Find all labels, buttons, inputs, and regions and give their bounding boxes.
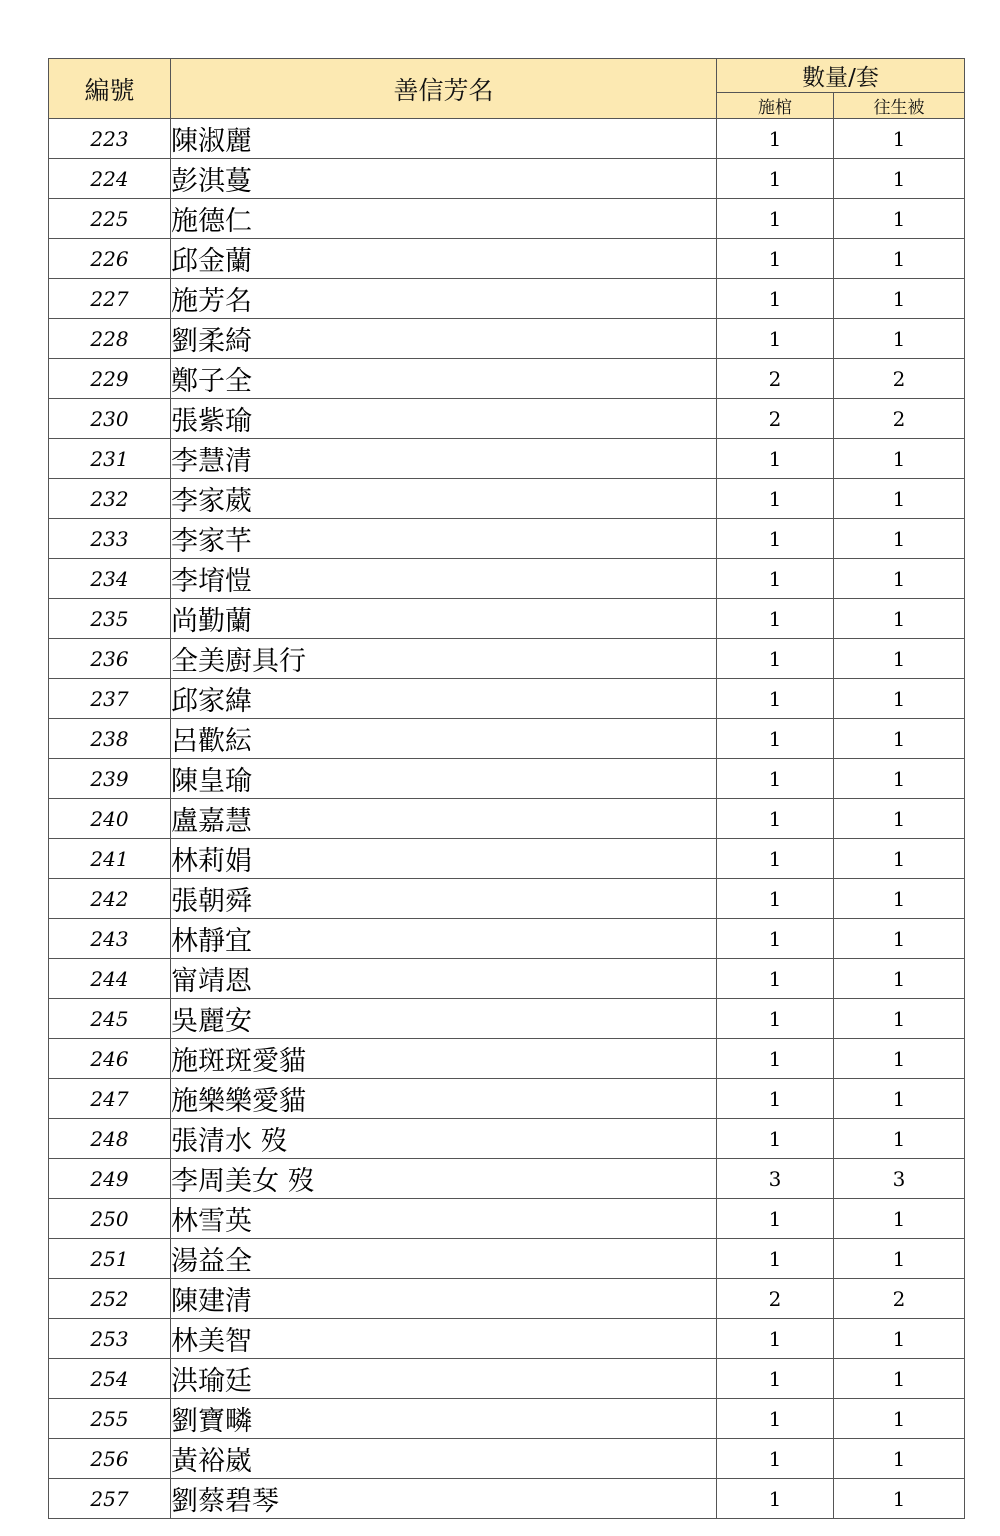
coffin-qty-cell: 1	[717, 959, 834, 999]
coffin-qty-cell: 1	[717, 319, 834, 359]
quilt-qty-cell: 1	[834, 959, 965, 999]
table-row	[49, 1439, 965, 1479]
table-row	[49, 559, 965, 599]
coffin-qty-cell: 1	[717, 1319, 834, 1359]
table-row	[49, 999, 965, 1039]
id-cell: 244	[49, 959, 171, 999]
name-cell: 黃裕崴	[171, 1439, 717, 1479]
name-cell: 李慧清	[171, 439, 717, 479]
table-row	[49, 159, 965, 199]
table-row	[49, 1479, 965, 1519]
coffin-qty-cell: 2	[717, 1279, 834, 1319]
quilt-qty-cell: 1	[834, 679, 965, 719]
quilt-qty-cell: 1	[834, 479, 965, 519]
table-row	[49, 1239, 965, 1279]
id-cell: 224	[49, 159, 171, 199]
coffin-qty-cell: 1	[717, 599, 834, 639]
quilt-qty-cell: 1	[834, 559, 965, 599]
name-cell: 施樂樂愛貓	[171, 1079, 717, 1119]
id-cell: 225	[49, 199, 171, 239]
name-cell: 陳淑麗	[171, 119, 717, 159]
quilt-qty-cell: 1	[834, 119, 965, 159]
coffin-qty-cell: 1	[717, 1239, 834, 1279]
id-cell: 245	[49, 999, 171, 1039]
quilt-qty-cell: 1	[834, 599, 965, 639]
quilt-qty-cell: 1	[834, 1079, 965, 1119]
quilt-qty-cell: 1	[834, 439, 965, 479]
id-cell: 236	[49, 639, 171, 679]
id-cell: 235	[49, 599, 171, 639]
name-cell: 鄭子全	[171, 359, 717, 399]
table-row	[49, 1319, 965, 1359]
coffin-qty-cell: 1	[717, 1079, 834, 1119]
id-cell: 252	[49, 1279, 171, 1319]
name-cell: 施斑斑愛貓	[171, 1039, 717, 1079]
coffin-qty-cell: 1	[717, 199, 834, 239]
coffin-qty-cell: 2	[717, 399, 834, 439]
quilt-qty-cell: 1	[834, 1199, 965, 1239]
name-cell: 張紫瑜	[171, 399, 717, 439]
quilt-qty-cell: 1	[834, 839, 965, 879]
name-cell: 全美廚具行	[171, 639, 717, 679]
quilt-qty-cell: 1	[834, 1439, 965, 1479]
name-cell: 陳建清	[171, 1279, 717, 1319]
coffin-qty-cell: 1	[717, 119, 834, 159]
id-cell: 253	[49, 1319, 171, 1359]
id-cell: 234	[49, 559, 171, 599]
id-cell: 243	[49, 919, 171, 959]
id-cell: 251	[49, 1239, 171, 1279]
table-row	[49, 479, 965, 519]
quilt-qty-cell: 2	[834, 359, 965, 399]
id-cell: 229	[49, 359, 171, 399]
table-row	[49, 1119, 965, 1159]
table-row	[49, 1399, 965, 1439]
table-row	[49, 679, 965, 719]
quilt-qty-cell: 1	[834, 1039, 965, 1079]
name-cell: 盧嘉慧	[171, 799, 717, 839]
table-row	[49, 199, 965, 239]
coffin-qty-cell: 1	[717, 1399, 834, 1439]
table-row	[49, 1079, 965, 1119]
table-row	[49, 639, 965, 679]
coffin-qty-cell: 3	[717, 1159, 834, 1199]
name-cell: 呂歡紜	[171, 719, 717, 759]
id-cell: 231	[49, 439, 171, 479]
coffin-qty-cell: 1	[717, 1199, 834, 1239]
table-row	[49, 879, 965, 919]
quilt-qty-cell: 1	[834, 1319, 965, 1359]
coffin-qty-cell: 1	[717, 1479, 834, 1519]
quilt-qty-cell: 1	[834, 239, 965, 279]
name-cell: 劉蔡碧琴	[171, 1479, 717, 1519]
name-cell: 劉寶疄	[171, 1399, 717, 1439]
id-cell: 227	[49, 279, 171, 319]
coffin-qty-cell: 1	[717, 519, 834, 559]
name-cell: 林雪英	[171, 1199, 717, 1239]
coffin-qty-cell: 1	[717, 1119, 834, 1159]
name-cell: 劉柔綺	[171, 319, 717, 359]
header-quilt: 往生被	[834, 93, 965, 119]
quilt-qty-cell: 1	[834, 519, 965, 559]
id-cell: 248	[49, 1119, 171, 1159]
id-cell: 230	[49, 399, 171, 439]
quilt-qty-cell: 2	[834, 399, 965, 439]
name-cell: 林莉娟	[171, 839, 717, 879]
quilt-qty-cell: 1	[834, 799, 965, 839]
quilt-qty-cell: 1	[834, 159, 965, 199]
header-id: 編號	[49, 59, 171, 119]
table-row	[49, 799, 965, 839]
name-cell: 施德仁	[171, 199, 717, 239]
id-cell: 256	[49, 1439, 171, 1479]
coffin-qty-cell: 1	[717, 679, 834, 719]
table-row	[49, 959, 965, 999]
name-cell: 李家芊	[171, 519, 717, 559]
quilt-qty-cell: 1	[834, 1399, 965, 1439]
id-cell: 240	[49, 799, 171, 839]
name-cell: 湯益全	[171, 1239, 717, 1279]
coffin-qty-cell: 1	[717, 919, 834, 959]
quilt-qty-cell: 1	[834, 1239, 965, 1279]
coffin-qty-cell: 1	[717, 279, 834, 319]
table-row	[49, 839, 965, 879]
table-row	[49, 519, 965, 559]
table-row	[49, 1039, 965, 1079]
coffin-qty-cell: 1	[717, 479, 834, 519]
coffin-qty-cell: 1	[717, 759, 834, 799]
name-cell: 甯靖恩	[171, 959, 717, 999]
quilt-qty-cell: 1	[834, 719, 965, 759]
quilt-qty-cell: 1	[834, 279, 965, 319]
coffin-qty-cell: 1	[717, 159, 834, 199]
table-row	[49, 1359, 965, 1399]
id-cell: 233	[49, 519, 171, 559]
coffin-qty-cell: 1	[717, 559, 834, 599]
quilt-qty-cell: 1	[834, 319, 965, 359]
name-cell: 林美智	[171, 1319, 717, 1359]
quilt-qty-cell: 1	[834, 1479, 965, 1519]
coffin-qty-cell: 1	[717, 1039, 834, 1079]
id-cell: 247	[49, 1079, 171, 1119]
table-row	[49, 759, 965, 799]
id-cell: 249	[49, 1159, 171, 1199]
quilt-qty-cell: 1	[834, 1359, 965, 1399]
quilt-qty-cell: 1	[834, 879, 965, 919]
table-row	[49, 1279, 965, 1319]
quilt-qty-cell: 1	[834, 199, 965, 239]
id-cell: 237	[49, 679, 171, 719]
id-cell: 242	[49, 879, 171, 919]
coffin-qty-cell: 1	[717, 719, 834, 759]
id-cell: 255	[49, 1399, 171, 1439]
table-row	[49, 1159, 965, 1199]
name-cell: 陳皇瑜	[171, 759, 717, 799]
header-name: 善信芳名	[171, 59, 717, 119]
quilt-qty-cell: 1	[834, 919, 965, 959]
name-cell: 尚勤蘭	[171, 599, 717, 639]
table-row	[49, 319, 965, 359]
table-row	[49, 399, 965, 439]
table-row	[49, 359, 965, 399]
name-cell: 施芳名	[171, 279, 717, 319]
table-row	[49, 279, 965, 319]
id-cell: 239	[49, 759, 171, 799]
id-cell: 238	[49, 719, 171, 759]
name-cell: 吳麗安	[171, 999, 717, 1039]
coffin-qty-cell: 1	[717, 639, 834, 679]
quilt-qty-cell: 1	[834, 759, 965, 799]
quilt-qty-cell: 3	[834, 1159, 965, 1199]
id-cell: 250	[49, 1199, 171, 1239]
coffin-qty-cell: 1	[717, 439, 834, 479]
coffin-qty-cell: 1	[717, 1439, 834, 1479]
id-cell: 257	[49, 1479, 171, 1519]
id-cell: 228	[49, 319, 171, 359]
table-row	[49, 919, 965, 959]
table-row	[49, 239, 965, 279]
name-cell: 邱家緯	[171, 679, 717, 719]
coffin-qty-cell: 1	[717, 999, 834, 1039]
id-cell: 232	[49, 479, 171, 519]
quilt-qty-cell: 1	[834, 639, 965, 679]
donor-table	[48, 58, 965, 1519]
name-cell: 李周美女 歿	[171, 1159, 717, 1199]
table-row	[49, 439, 965, 479]
name-cell: 李堉愷	[171, 559, 717, 599]
id-cell: 223	[49, 119, 171, 159]
coffin-qty-cell: 1	[717, 239, 834, 279]
table-body	[49, 119, 965, 1519]
name-cell: 洪瑜廷	[171, 1359, 717, 1399]
quilt-qty-cell: 2	[834, 1279, 965, 1319]
header-coffin: 施棺	[717, 93, 834, 119]
table-row	[49, 599, 965, 639]
quilt-qty-cell: 1	[834, 999, 965, 1039]
id-cell: 226	[49, 239, 171, 279]
coffin-qty-cell: 2	[717, 359, 834, 399]
id-cell: 254	[49, 1359, 171, 1399]
name-cell: 彭淇蔓	[171, 159, 717, 199]
header-quantity: 數量/套	[717, 59, 965, 93]
id-cell: 241	[49, 839, 171, 879]
coffin-qty-cell: 1	[717, 879, 834, 919]
name-cell: 張朝舜	[171, 879, 717, 919]
coffin-qty-cell: 1	[717, 839, 834, 879]
coffin-qty-cell: 1	[717, 1359, 834, 1399]
name-cell: 林靜宜	[171, 919, 717, 959]
name-cell: 張清水 歿	[171, 1119, 717, 1159]
table-row	[49, 1199, 965, 1239]
name-cell: 邱金蘭	[171, 239, 717, 279]
quilt-qty-cell: 1	[834, 1119, 965, 1159]
name-cell: 李家葳	[171, 479, 717, 519]
table-header	[49, 59, 965, 119]
table-row	[49, 119, 965, 159]
table-row	[49, 719, 965, 759]
id-cell: 246	[49, 1039, 171, 1079]
coffin-qty-cell: 1	[717, 799, 834, 839]
